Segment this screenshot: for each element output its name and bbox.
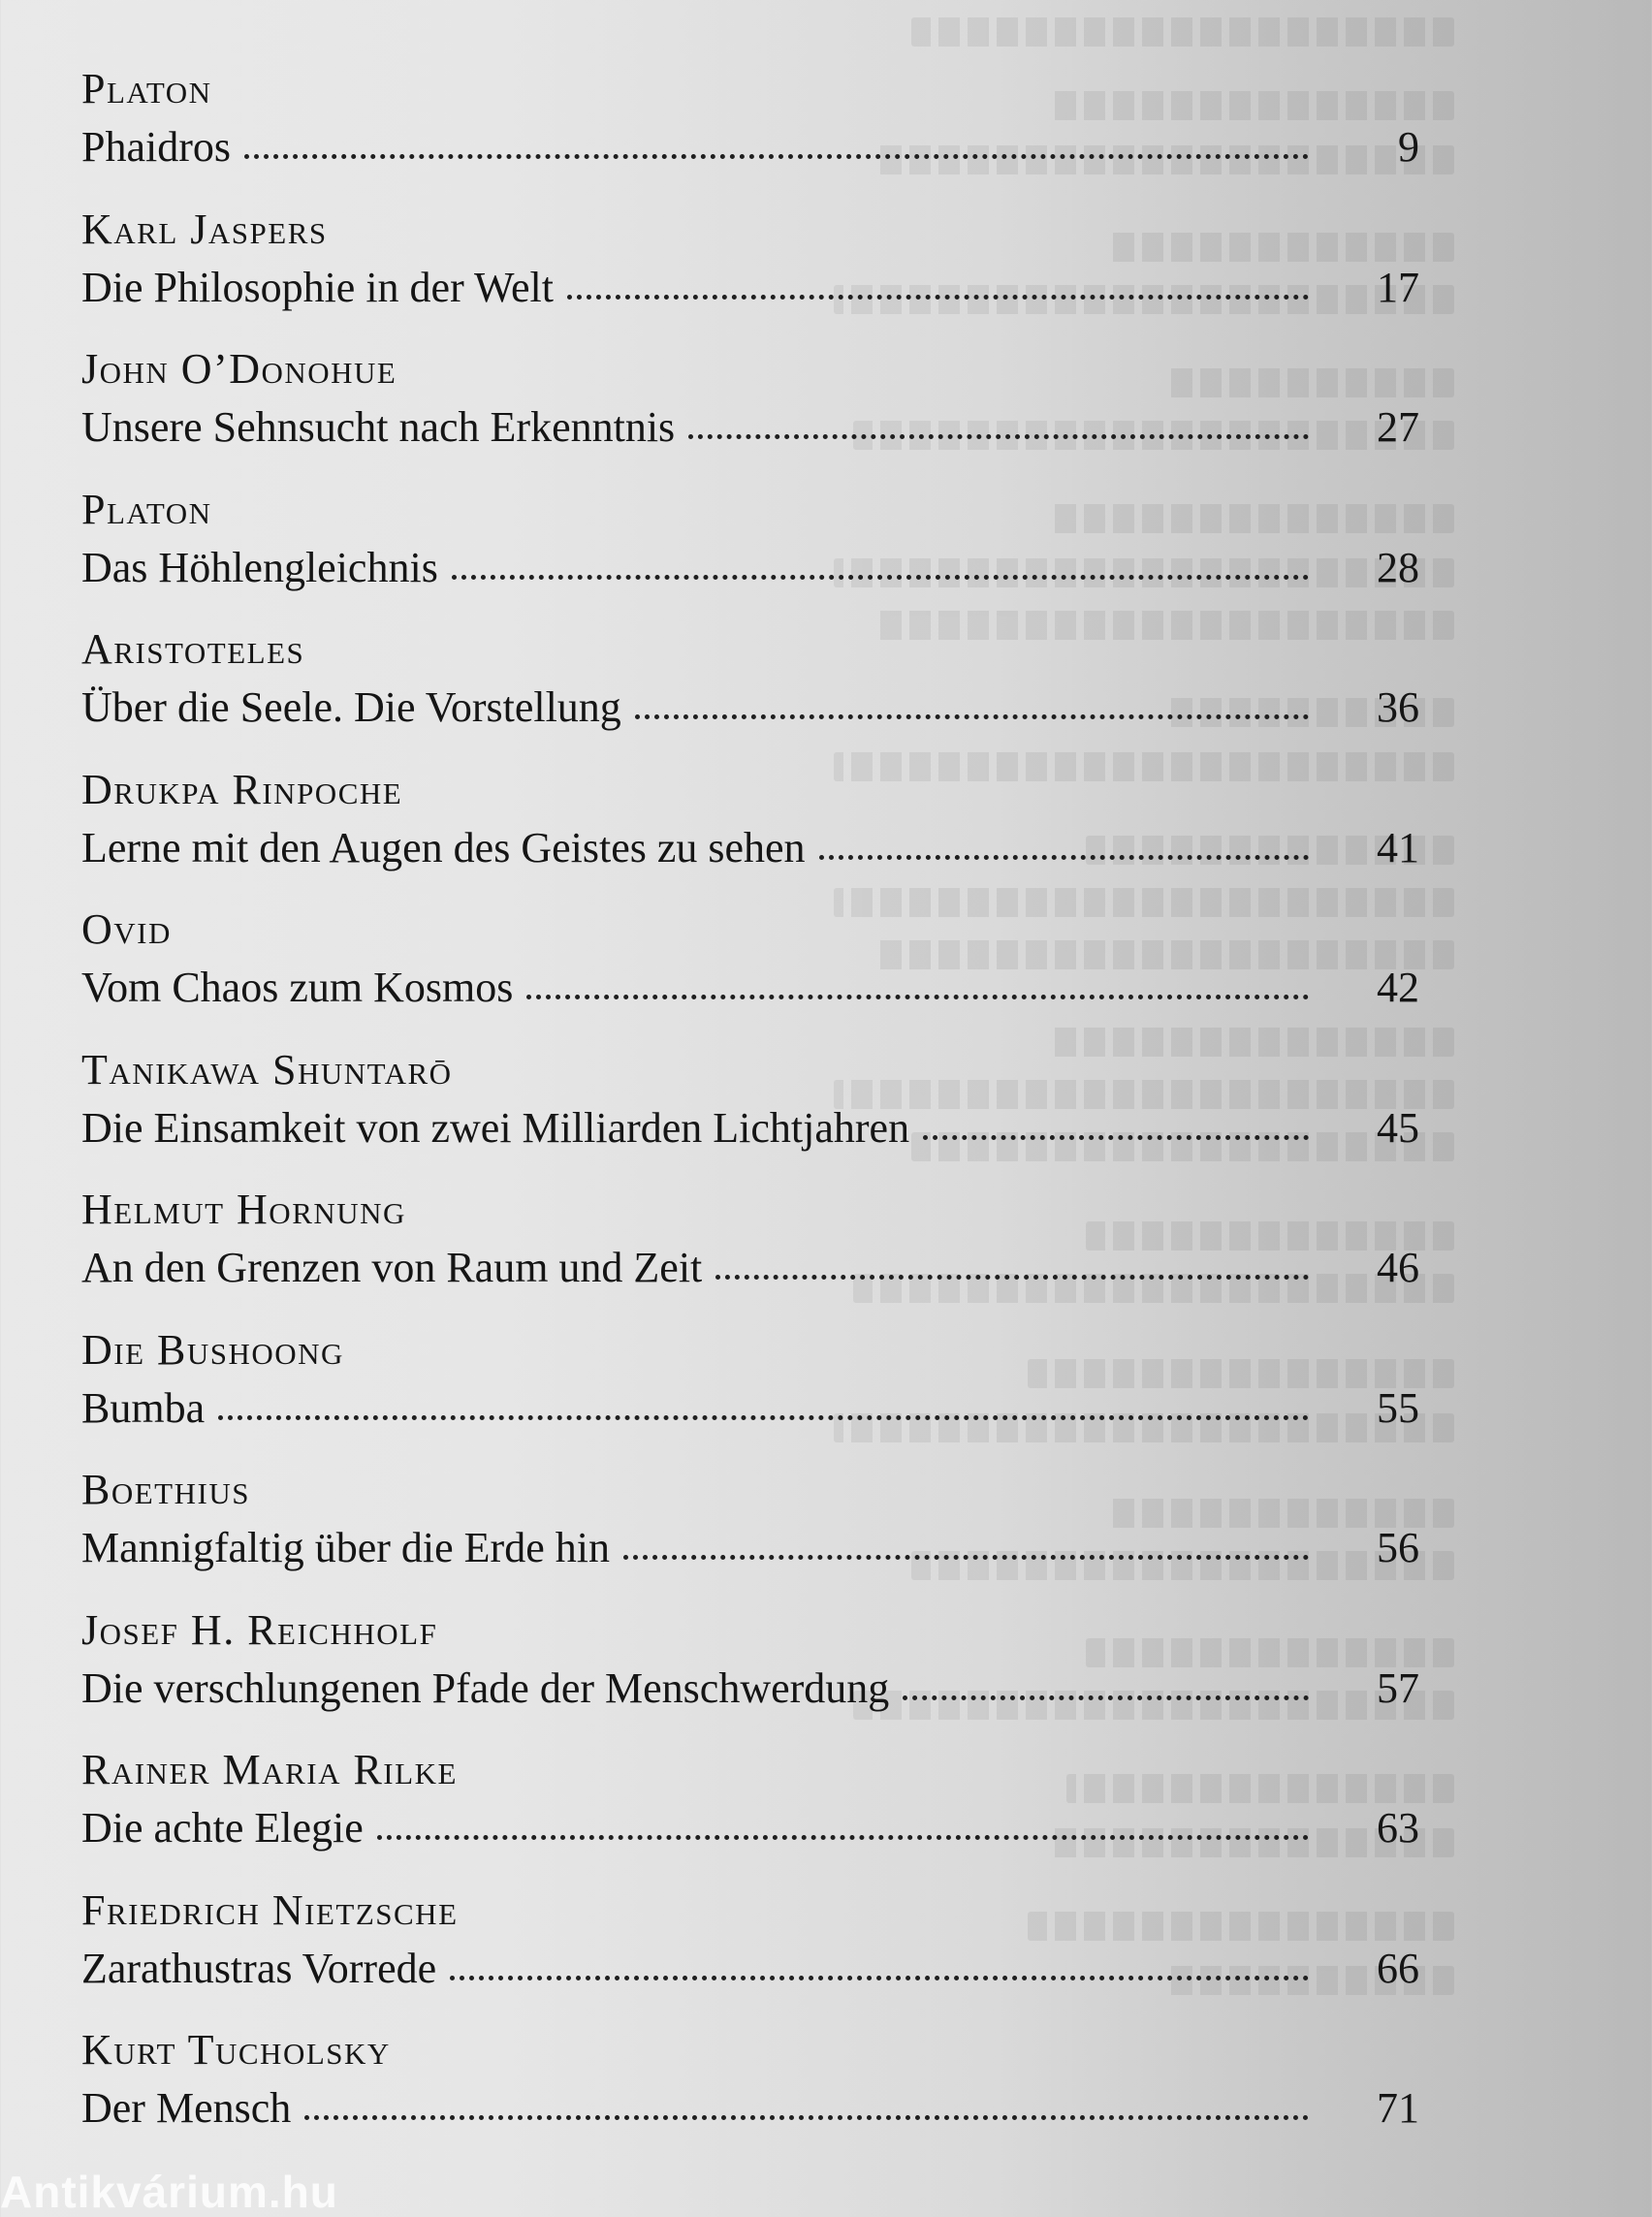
dot-leader xyxy=(450,1964,1309,1980)
watermark-text: Antikvárium.hu xyxy=(0,2167,338,2217)
toc-page-number: 41 xyxy=(1377,823,1419,871)
toc-author: Platon xyxy=(81,65,212,112)
toc-title: Das Höhlengleichnis xyxy=(81,543,438,591)
toc-entry[interactable] xyxy=(81,1743,1419,1884)
toc-title-row xyxy=(81,1237,1419,1299)
dot-leader xyxy=(923,1124,1309,1140)
toc-page-number: 17 xyxy=(1377,263,1419,311)
toc-author: Boethius xyxy=(81,1466,250,1513)
toc-title-row xyxy=(81,2077,1419,2139)
dot-leader xyxy=(218,1404,1309,1420)
toc-entry[interactable] xyxy=(81,903,1419,1043)
toc-entry[interactable] xyxy=(81,1603,1419,1744)
toc-title: Lerne mit den Augen des Geistes zu sehen xyxy=(81,823,806,871)
dot-leader xyxy=(623,1543,1309,1560)
toc-page-number: 28 xyxy=(1377,543,1419,591)
toc-entry[interactable] xyxy=(81,483,1419,623)
toc-author: Karl Jaspers xyxy=(81,205,328,253)
dot-leader xyxy=(304,2104,1309,2120)
toc-entry[interactable] xyxy=(81,1323,1419,1464)
dot-leader xyxy=(526,983,1309,999)
toc-title: Vom Chaos zum Kosmos xyxy=(81,964,514,1011)
toc-entry[interactable] xyxy=(81,1463,1419,1603)
toc-title-row xyxy=(81,116,1419,178)
dot-leader xyxy=(903,1684,1309,1700)
toc-entry[interactable] xyxy=(81,62,1419,203)
toc-page-number: 9 xyxy=(1398,123,1419,171)
toc-page-number: 56 xyxy=(1377,1524,1419,1571)
toc-page-number: 57 xyxy=(1377,1663,1419,1712)
toc-title-row xyxy=(81,1097,1419,1159)
dot-leader xyxy=(567,283,1309,300)
dot-leader xyxy=(819,843,1309,860)
toc-page-number: 66 xyxy=(1377,1944,1419,1992)
dot-leader xyxy=(244,143,1309,159)
toc-page-number: 46 xyxy=(1377,1244,1419,1291)
toc-title-row xyxy=(81,957,1419,1019)
toc-page-number: 36 xyxy=(1377,683,1419,731)
toc-title-row xyxy=(81,537,1419,599)
toc-title: Die achte Elegie xyxy=(81,1804,364,1852)
toc-author: Kurt Tucholsky xyxy=(81,2026,391,2074)
toc-title-row xyxy=(81,1658,1419,1720)
toc-entry[interactable] xyxy=(81,622,1419,763)
toc-title: Die Philosophie in der Welt xyxy=(81,263,554,311)
toc-title: Der Mensch xyxy=(81,2084,292,2132)
toc-page-number: 55 xyxy=(1377,1383,1419,1432)
toc-title: Bumba xyxy=(81,1383,206,1432)
toc-author: Ovid xyxy=(81,905,172,953)
toc-page-number: 71 xyxy=(1377,2084,1419,2132)
toc-page-number: 45 xyxy=(1377,1103,1419,1152)
toc-title-row xyxy=(81,817,1419,879)
toc-author: Drukpa Rinpoche xyxy=(81,765,403,813)
toc-author: Tanikawa Shuntarō xyxy=(81,1045,453,1093)
toc-page-number: 63 xyxy=(1377,1804,1419,1852)
toc-title: Mannigfaltig über die Erde hin xyxy=(81,1524,610,1571)
toc-author: Die Bushoong xyxy=(81,1325,344,1374)
toc-title: Über die Seele. Die Vorstellung xyxy=(81,683,621,731)
toc-author: Rainer Maria Rilke xyxy=(81,1746,458,1793)
toc-entry[interactable] xyxy=(81,1183,1419,1323)
toc-title-row xyxy=(81,1517,1419,1579)
dot-leader xyxy=(377,1823,1309,1840)
dot-leader xyxy=(635,703,1309,719)
toc-author: Friedrich Nietzsche xyxy=(81,1885,459,1934)
toc-author: Josef H. Reichholf xyxy=(81,1605,438,1654)
toc-title-row xyxy=(81,257,1419,319)
toc-entry[interactable] xyxy=(81,2023,1419,2164)
toc-title: Die verschlungenen Pfade der Menschwerdung xyxy=(81,1663,890,1712)
toc-title-row xyxy=(81,396,1419,459)
toc-title-row xyxy=(81,1938,1419,2000)
toc-author: Aristoteles xyxy=(81,625,305,673)
dot-leader xyxy=(688,423,1309,439)
toc-title-row xyxy=(81,1378,1419,1440)
toc-entry[interactable] xyxy=(81,1884,1419,2024)
toc-author: Helmut Hornung xyxy=(81,1186,406,1233)
toc-title-row xyxy=(81,677,1419,739)
toc-title: Phaidros xyxy=(81,123,231,171)
dot-leader xyxy=(715,1263,1309,1280)
toc-entry[interactable] xyxy=(81,763,1419,903)
toc-author: Platon xyxy=(81,485,212,533)
toc-title: Die Einsamkeit von zwei Milliarden Lichtjahren xyxy=(81,1103,910,1152)
toc-author: John O’Donohue xyxy=(81,345,397,393)
dot-leader xyxy=(452,563,1309,580)
table-of-contents xyxy=(81,62,1419,2164)
toc-title: Zarathustras Vorrede xyxy=(81,1944,437,1992)
toc-entry[interactable] xyxy=(81,1043,1419,1184)
toc-title: Unsere Sehnsucht nach Erkenntnis xyxy=(81,403,676,451)
toc-title-row xyxy=(81,1797,1419,1859)
toc-page-number: 27 xyxy=(1377,403,1419,451)
toc-title: An den Grenzen von Raum und Zeit xyxy=(81,1244,703,1291)
toc-page-number: 42 xyxy=(1377,964,1419,1011)
toc-entry[interactable] xyxy=(81,342,1419,483)
toc-entry[interactable] xyxy=(81,203,1419,343)
